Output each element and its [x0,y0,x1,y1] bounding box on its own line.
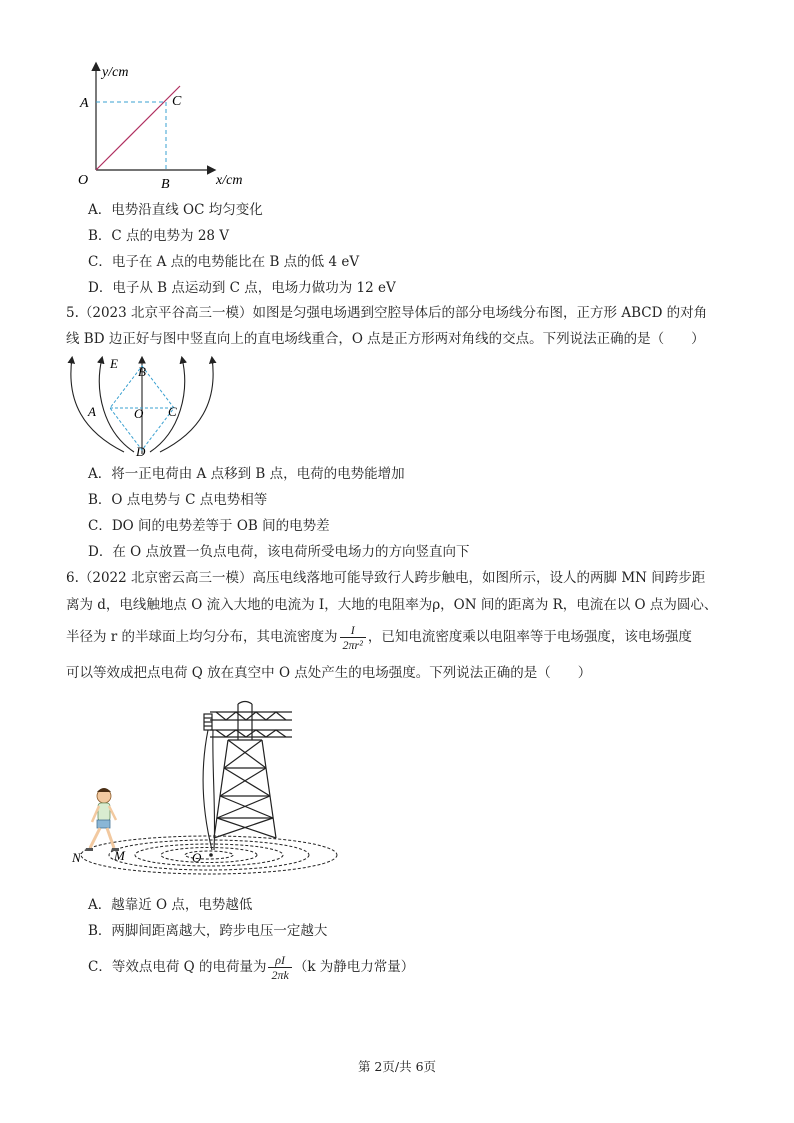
field-line-left-outer [71,358,124,452]
label-o: O [134,406,144,421]
fraction-numerator: I [340,623,366,638]
label-o: O [192,850,202,865]
label-b: B [161,177,170,192]
fallen-wire-2 [213,730,215,850]
label-c: C [168,404,177,419]
q5-option-c[interactable] [88,516,330,536]
walking-person [85,788,119,851]
option-text: 电子在 A 点的电势能比在 B 点的低 4 eV [111,254,360,270]
option-text: 电子从 B 点运动到 C 点，电场力做功为 12 eV [112,280,396,296]
q5-option-b[interactable] [88,490,267,510]
option-text: C．等效点电荷 Q 的电荷量为 [88,959,267,975]
q4-option-b[interactable] [88,226,229,246]
option-text: 两脚间距离越大，跨步电压一定越大 [111,923,328,939]
fallen-wire [203,730,212,850]
fraction-numerator: ρI [268,953,291,968]
label-n: N [72,850,81,865]
option-letter: A． [88,897,112,913]
option-text: 电势沿直线 OC 均匀变化 [111,202,263,218]
page-footer: 第 2页/共 6页 [357,1059,437,1074]
equipotential-ring-3 [135,844,283,866]
label-c: C [172,94,182,109]
fraction-denominator: 2πk [271,968,289,982]
option-letter: D． [88,280,113,296]
figure-yx-graph [70,58,260,198]
option-text: C 点的电势为 28 V [111,228,230,244]
label-a: A [80,96,89,111]
charge-fraction [268,953,291,982]
q6-line3-text-a: 半径为 r 的半球面上均匀分布，其电流密度为 [66,629,338,645]
q6-stem-line1: 6.（2022 北京密云高三一模）高压电线落地可能导致行人跨步触电，如图所示，设人的两脚 MN 间跨步距 [66,570,706,586]
label-a: A [88,404,96,419]
option-letter: A． [88,202,112,218]
label-d: D [136,444,146,459]
q6-stem-line3 [66,622,692,652]
option-text: 在 O 点放置一负点电荷，该电荷所受电场力的方向竖直向下 [112,544,470,560]
field-line-left-inner [99,358,134,452]
q6-option-b[interactable] [88,921,327,941]
q6-option-c[interactable] [88,952,414,982]
equipotential-ring-4 [161,848,257,863]
point-o [209,853,213,857]
option-text: DO 间的电势差等于 OB 间的电势差 [111,518,330,534]
label-o: O [78,173,89,188]
q4-option-c[interactable] [88,252,359,272]
figure-power-tower [66,700,346,875]
option-text: O 点电势与 C 点电势相等 [111,492,268,508]
q4-option-a[interactable] [88,200,263,220]
option-letter: B． [88,923,112,939]
option-letter: C． [88,518,112,534]
option-text: 将一正电荷由 A 点移到 B 点，电荷的电势能增加 [111,466,405,482]
current-density-fraction [340,623,366,652]
tower [204,702,292,839]
q5-option-d[interactable] [88,542,469,562]
q4-option-d[interactable] [88,278,396,298]
option-letter: B． [88,492,112,508]
fraction-denominator: 2πr² [342,638,363,652]
q6-stem-line4: 可以等效成把点电荷 Q 放在真空中 O 点处产生的电场强度。下列说法正确的是（ ） [66,665,592,681]
label-m: M [114,848,125,863]
figure-field-lines [64,352,224,460]
label-b: B [138,364,146,379]
option-letter: D． [88,544,113,560]
option-letter: C． [88,254,112,270]
label-e: E [110,356,118,371]
option-letter: A． [88,466,112,482]
q6-stem-line2: 离为 d，电线触地点 O 流入大地的电流为 I，大地的电阻率为ρ，ON 间的距离为 R，电流在以 O 点为圆心、 [66,597,718,613]
option-letter: B． [88,228,112,244]
q5-option-a[interactable] [88,464,405,484]
y-axis-label: y/cm [102,65,129,80]
option-text: 越靠近 O 点，电势越低 [111,897,253,913]
q5-stem-line1: 5.（2023 北京平谷高三一模）如图是匀强电场遇到空腔导体后的部分电场线分布图，正方形 ABCD 的对角 [66,305,708,321]
q5-stem-line2: 线 BD 边正好与图中竖直向上的直电场线重合，O 点是正方形两对角线的交点。下列说法正确的是（ ） [66,331,705,347]
x-axis-label: x/cm [216,173,243,188]
option-text-suffix: （k 为静电力常量） [293,959,415,975]
line-oc [96,86,180,170]
q6-option-a[interactable] [88,895,252,915]
q6-line3-text-b: ，已知电流密度乘以电阻率等于电场强度，该电场强度 [367,629,692,645]
